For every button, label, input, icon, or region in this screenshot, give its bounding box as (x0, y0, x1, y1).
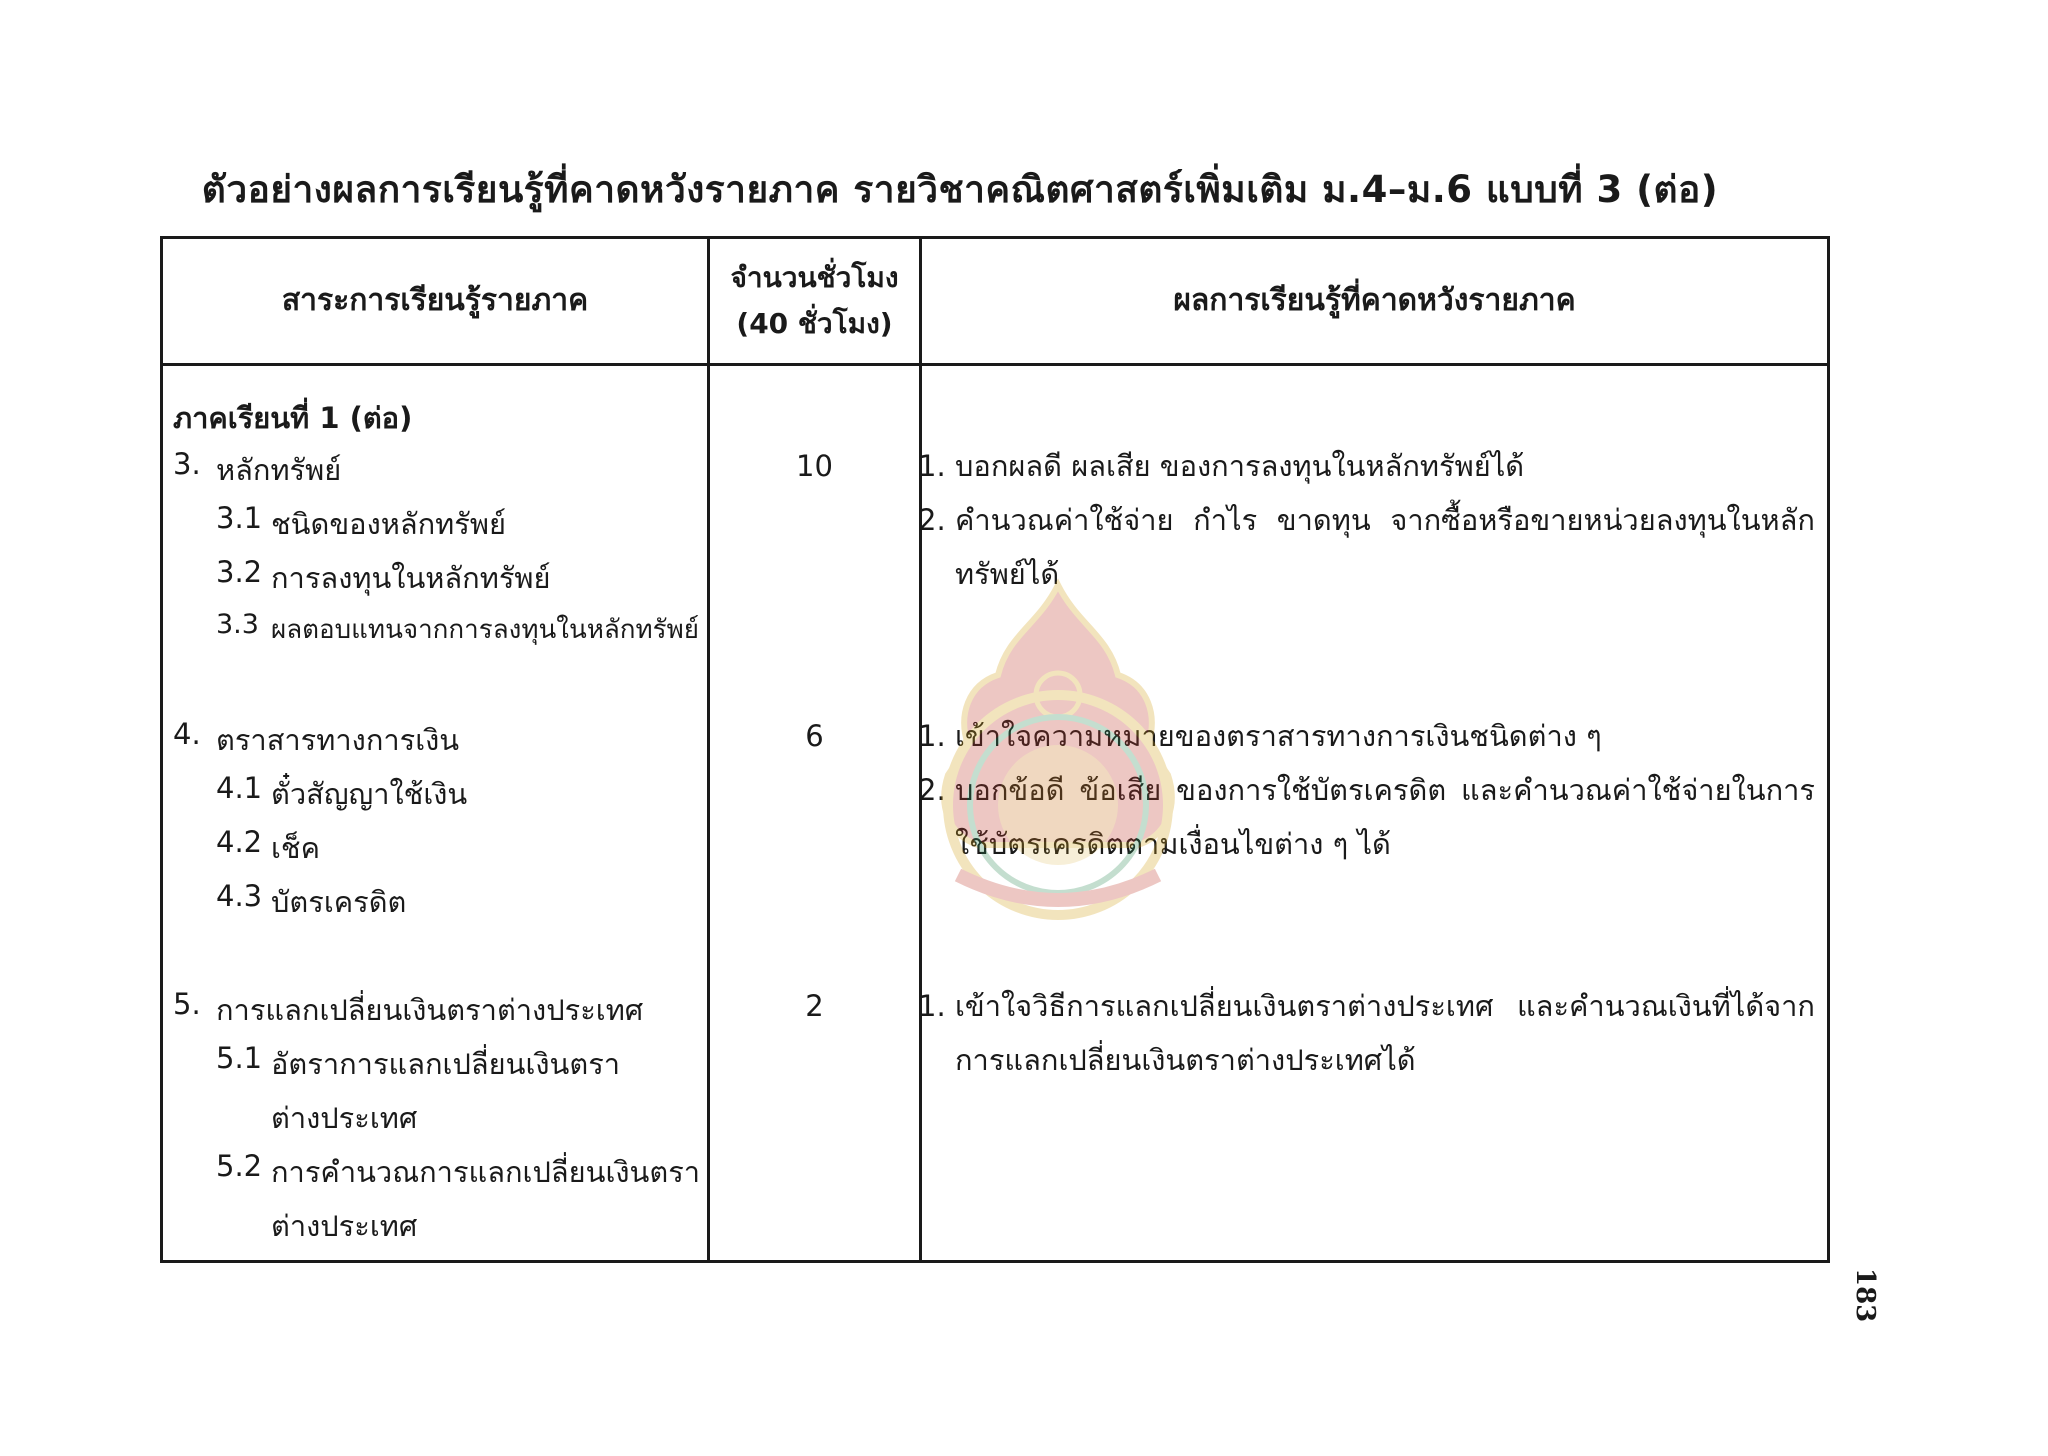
subtopic-number: 3.2 (216, 555, 263, 589)
header-content-label: สาระการเรียนรู้รายภาค (281, 283, 589, 318)
subtopic-text: ผลตอบแทนจากการลงทุนในหลักทรัพย์ (271, 615, 700, 645)
subtopic-text: บัตรเครดิต (271, 885, 407, 919)
unit-title: ตราสารทางการเงิน (216, 723, 460, 757)
subtopic-text: การคำนวณการแลกเปลี่ยนเงินตรา (271, 1155, 701, 1189)
subtopic-text: อัตราการแลกเปลี่ยนเงินตรา (271, 1047, 621, 1081)
unit-title: หลักทรัพย์ (216, 453, 342, 487)
unit-number: 4. (173, 717, 201, 751)
header-hours (710, 239, 919, 363)
subtopic-number: 5.1 (216, 1041, 263, 1075)
subtopic-text: เช็ค (271, 831, 320, 865)
subtopic-number: 3.3 (216, 609, 259, 640)
outcome-text: เข้าใจวิธีการแลกเปลี่ยนเงินตราต่างประเทศ และคำนวณเงินที่ได้จากการแลกเปลี่ยนเงินตราต่างประเทศได้ (955, 989, 1815, 1077)
outcome-text: บอกผลดี ผลเสีย ของการลงทุนในหลักทรัพย์ได้ (955, 449, 1525, 483)
header-hours-label: จำนวนชั่วโมง (730, 261, 899, 294)
outcome-text: คำนวณค่าใช้จ่าย กำไร ขาดทุน จากซื้อหรือขายหน่วยลงทุนในหลักทรัพย์ได้ (955, 503, 1815, 591)
outcome-item (918, 979, 1815, 1087)
subtopic-text-continued: ต่างประเทศ (271, 1209, 418, 1243)
subtopic-number: 5.2 (216, 1149, 263, 1183)
semester-label: ภาคเรียนที่ 1 (ต่อ) (173, 401, 413, 435)
unit-number: 5. (173, 987, 201, 1021)
subtopic-text-continued: ต่างประเทศ (271, 1101, 418, 1135)
outcome-text: เข้าใจความหมายของตราสารทางการเงินชนิดต่าง ๆ (955, 719, 1602, 753)
page-number: 183 (1850, 1268, 1880, 1323)
subtopic-number: 4.3 (216, 879, 263, 913)
subtopic-number: 4.2 (216, 825, 263, 859)
outcome-number: 1. (918, 719, 946, 753)
outcome-item (918, 439, 1815, 493)
header-hours-total: (40 ชั่วโมง) (736, 307, 893, 340)
header-content (163, 239, 707, 363)
subtopic-text: ชนิดของหลักทรัพย์ (271, 507, 506, 541)
outcome-number: 2. (918, 503, 946, 537)
unit-number: 3. (173, 447, 201, 481)
page-title: ตัวอย่างผลการเรียนรู้ที่คาดหวังรายภาค รายวิชาคณิตศาสตร์เพิ่มเติม ม.4–ม.6 แบบที่ 3 (ต่อ) (201, 168, 1719, 211)
unit-hours: 2 (805, 989, 824, 1023)
header-divider (163, 363, 1827, 366)
unit-title: การแลกเปลี่ยนเงินตราต่างประเทศ (216, 993, 644, 1027)
outcome-number: 1. (918, 989, 946, 1023)
outcome-number: 1. (918, 449, 946, 483)
outcome-text: บอกข้อดี ข้อเสีย ของการใช้บัตรเครดิต และคำนวณค่าใช้จ่ายในการใช้บัตรเครดิตตามเงื่อนไขต่าง ๆ ได้ (955, 773, 1815, 861)
header-outcomes-label: ผลการเรียนรู้ที่คาดหวังรายภาค (1173, 283, 1576, 318)
unit-hours: 6 (805, 719, 824, 753)
subtopic-number: 3.1 (216, 501, 263, 535)
subtopic-number: 4.1 (216, 771, 263, 805)
unit-hours: 10 (796, 449, 833, 483)
subtopic-text: การลงทุนในหลักทรัพย์ (271, 561, 551, 595)
ministry-emblem-icon (888, 575, 1228, 935)
header-outcomes (922, 239, 1827, 363)
subtopic-text: ตั๋วสัญญาใช้เงิน (271, 777, 468, 811)
outcome-number: 2. (918, 773, 946, 807)
